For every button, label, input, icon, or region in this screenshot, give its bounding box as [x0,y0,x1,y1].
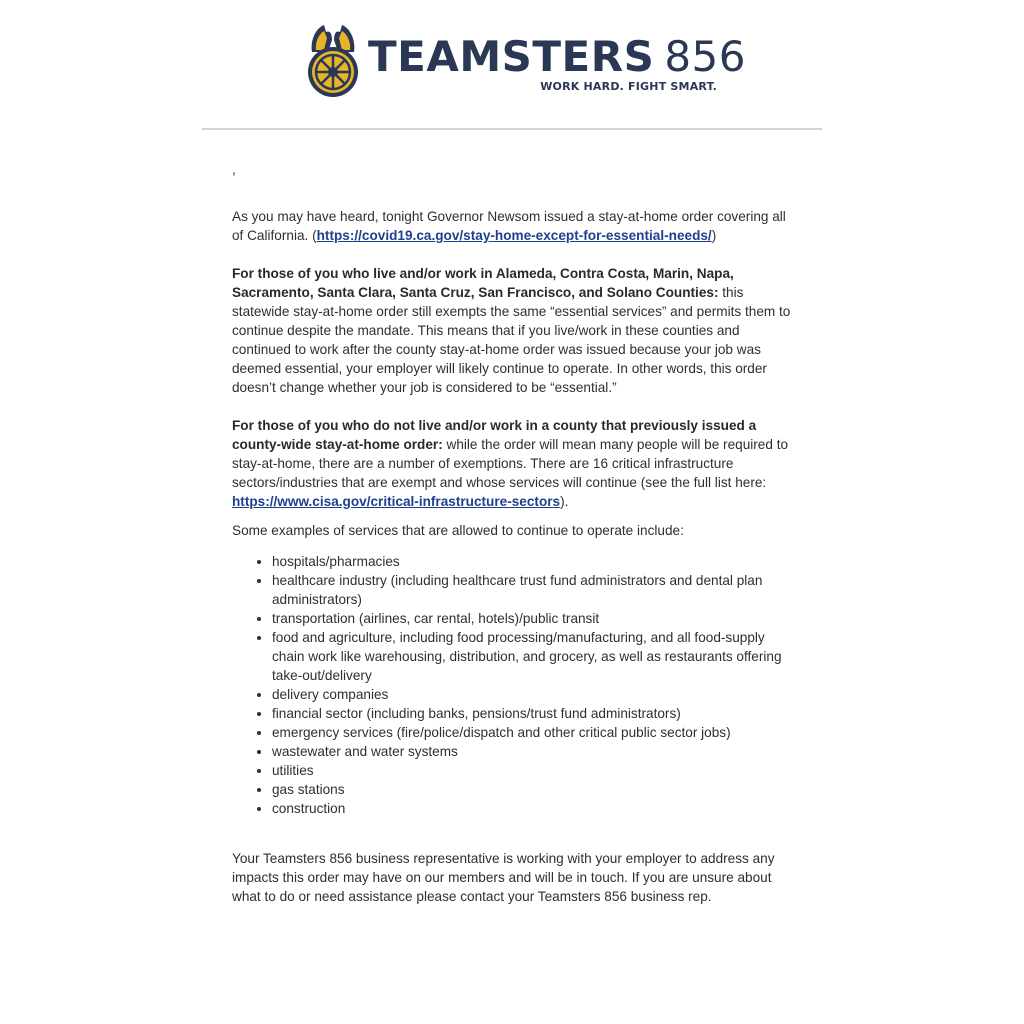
section-one-paragraph [232,264,792,397]
email-header [202,0,822,130]
examples-intro: Some examples of services that are allowed to continue to operate include: [232,523,684,538]
list-item: • wastewater and water systems [272,742,792,761]
list-item: • transportation (airlines, car rental, hotels)/public transit [272,609,792,628]
list-item: • emergency services (fire/police/dispatch and other critical public sector jobs) [272,723,792,742]
services-list [232,552,792,818]
list-item: • utilities [272,761,792,780]
section-one-heading: For those of you who live and/or work in Alameda, Contra Costa, Marin, Napa, Sacramento, Santa Clara, Santa Cruz, San Francisco, and Solano Counties: [232,266,734,300]
list-item: • hospitals/pharmacies [272,552,792,571]
brand-name: TEAMSTERS [368,32,655,81]
greeting: , [232,162,236,177]
list-item: • gas stations [272,780,792,799]
section-two-text: while the order will mean many people will be required to stay-at-home, there are a number of exemptions. There are 16 critical infrastructure sectors/industries that are exempt and whose services will continue (see the full list here: [232,437,789,490]
intro-text: As you may have heard, tonight Governor Newsom issued a stay-at-home order covering all of California. ( [232,209,786,243]
covid19-ca-gov-link[interactable]: https://covid19.ca.gov/stay-home-except-for-essential-needs/ [316,228,712,243]
section-one-text: this statewide stay-at-home order still exempts the same “essential services” and permits them to continue despite the mandate. This means that if you live/work in these counties and continued to work after the county stay-at-home order was issued because your job was deemed essential, your employer will likely continue to operate. In other words, this order doesn’t change whether your job is considered to be “essential.” [232,285,791,395]
list-item: • delivery companies [272,685,792,704]
horse-wheel-emblem-icon [304,22,362,100]
intro-paragraph [232,207,792,245]
brand-wordmark [368,32,746,82]
email-body [232,160,792,906]
closing-paragraph: Your Teamsters 856 business representative is working with your employer to address any impacts this order may have on our members and will be in touch. If you are unsure about what to do or need assistance please contact your Teamsters 856 business rep. [232,851,775,904]
list-item: • food and agriculture, including food processing/manufacturing, and all food-supply chain work like warehousing, distribution, and grocery, as well as restaurants offering take-out/delivery [272,628,792,685]
teamsters-logo[interactable] [304,22,746,100]
list-item: • healthcare industry (including healthcare trust fund administrators and dental plan administrators) [272,571,792,609]
section-two-close: ). [560,494,569,509]
section-two-heading: For those of you who do not live and/or work in a county that previously issued a county-wide stay-at-home order: [232,418,757,452]
brand-number: 856 [664,32,746,81]
section-two-paragraph [232,416,792,511]
brand-tagline: WORK HARD. FIGHT SMART. [540,80,717,93]
intro-close: ) [711,228,717,243]
list-item: • financial sector (including banks, pensions/trust fund administrators) [272,704,792,723]
cisa-gov-link[interactable]: https://www.cisa.gov/critical-infrastructure-sectors [232,494,561,509]
list-item: • construction [272,799,792,818]
